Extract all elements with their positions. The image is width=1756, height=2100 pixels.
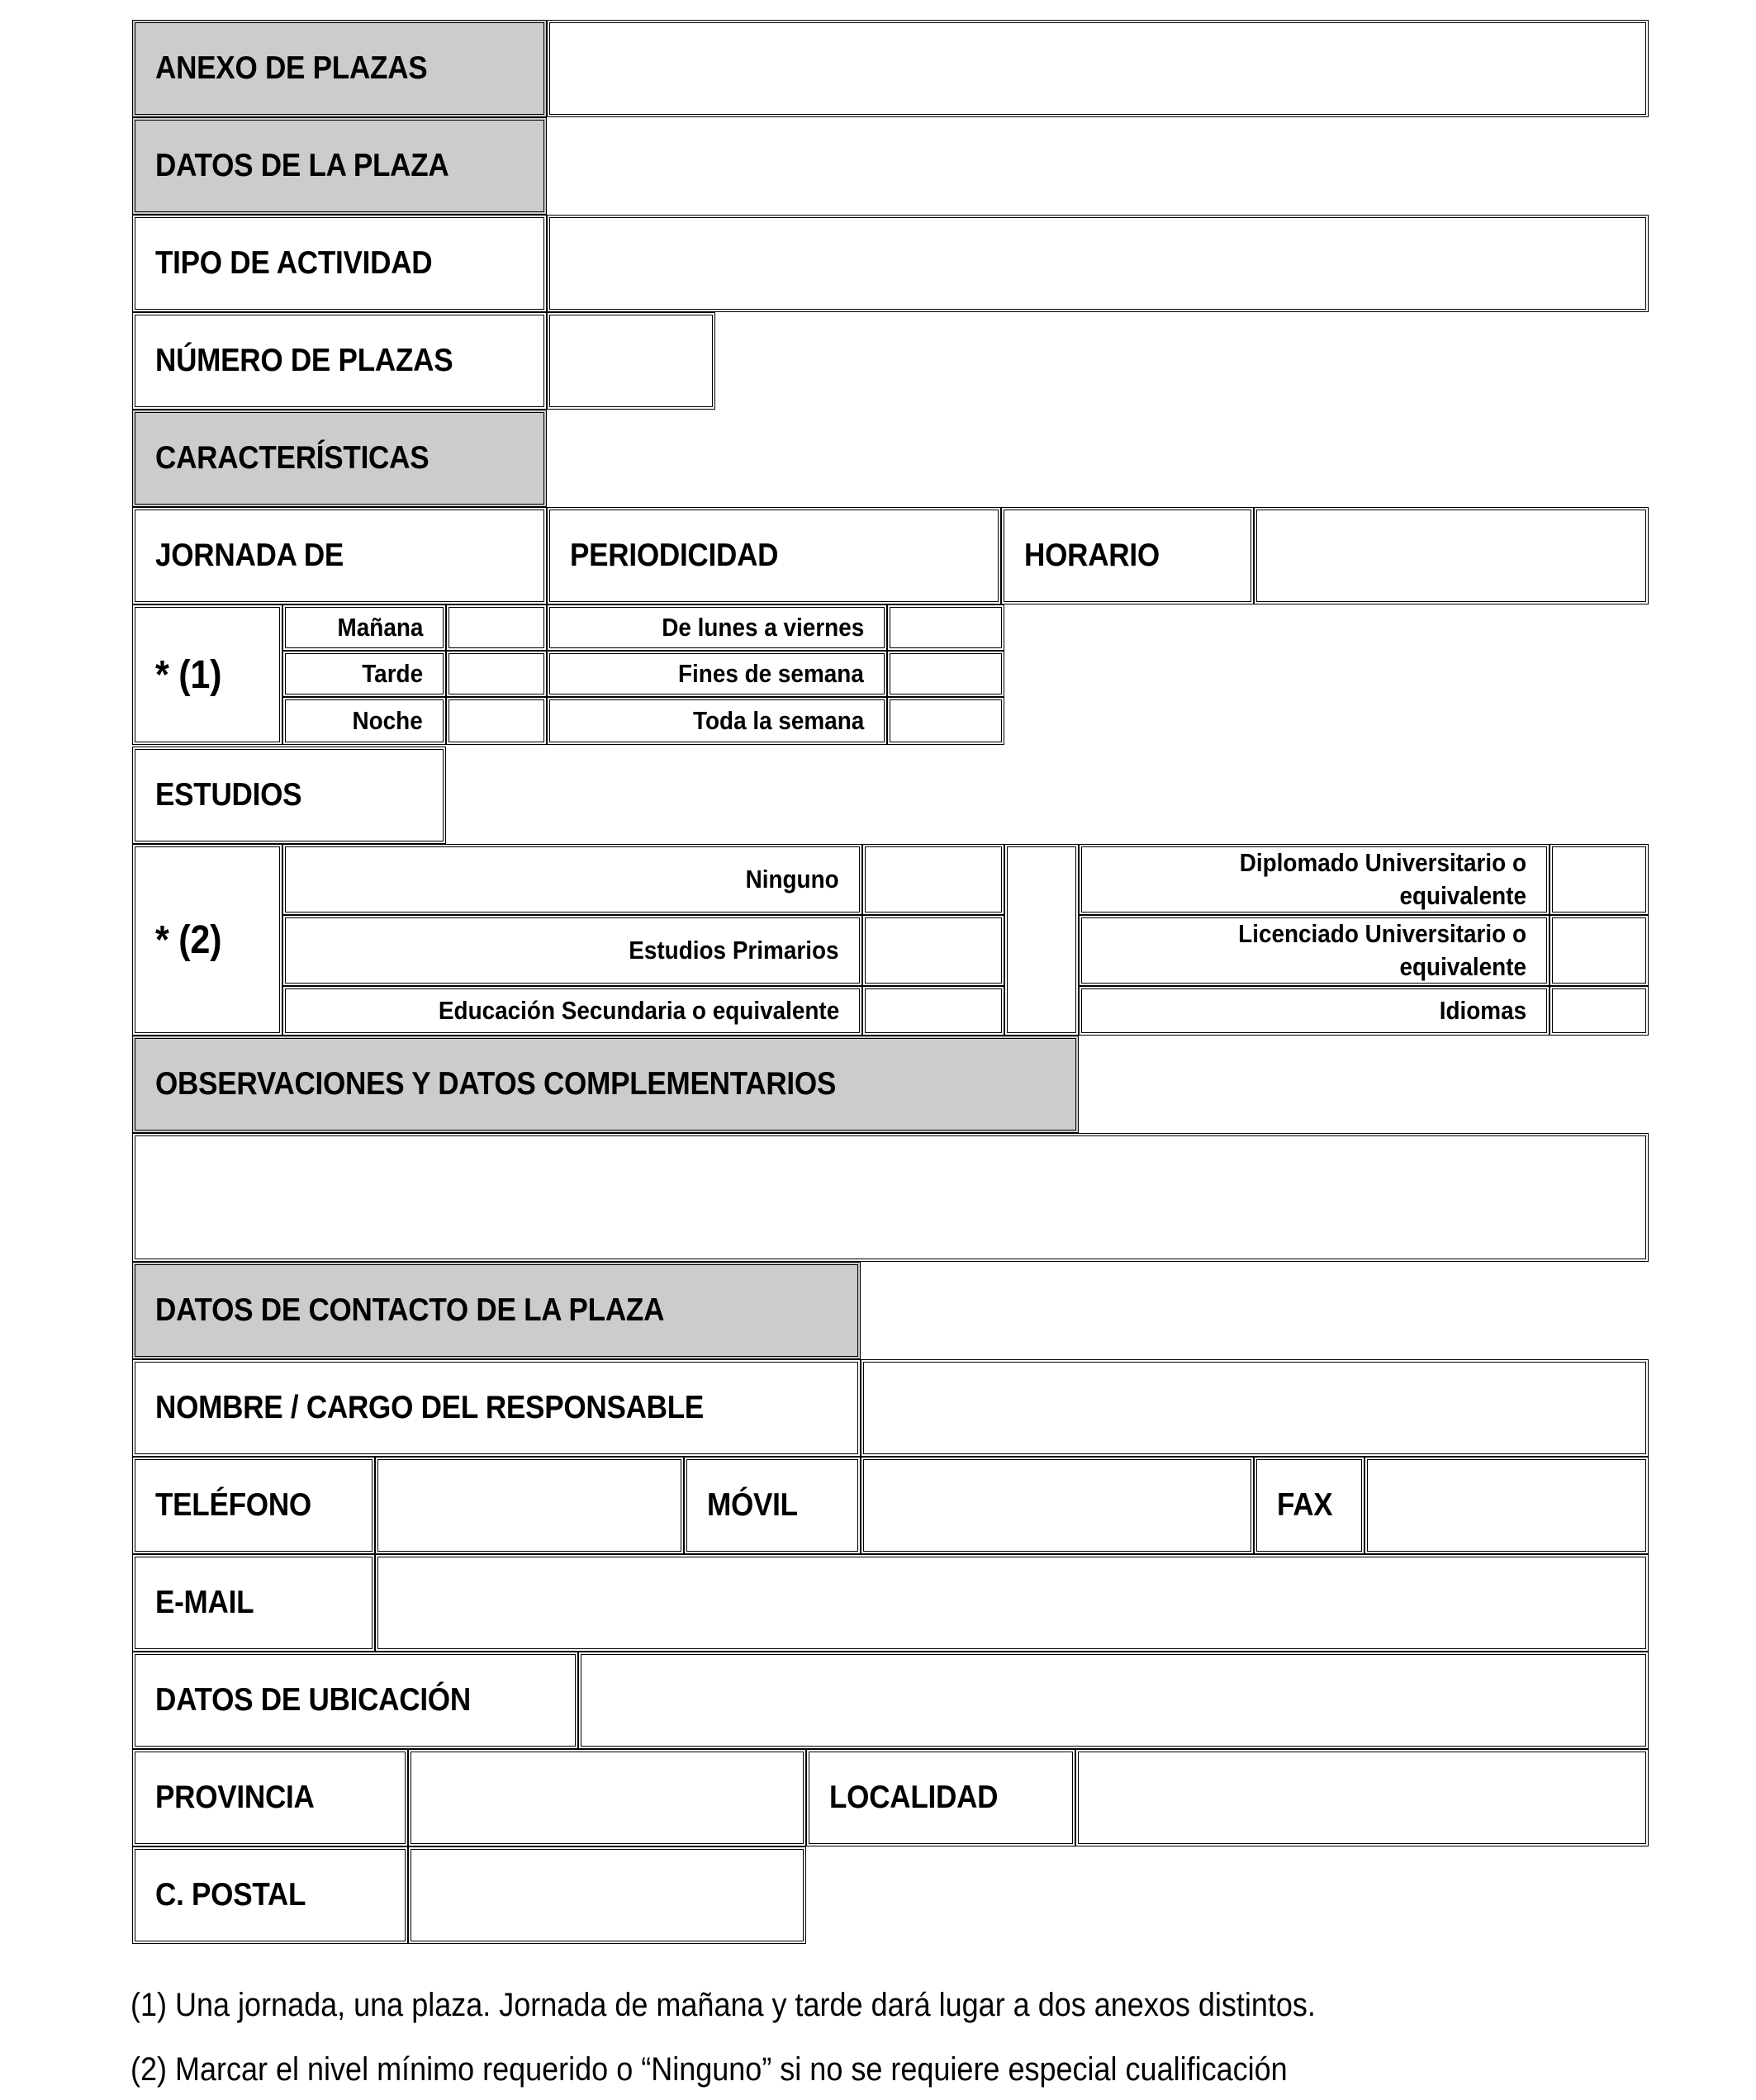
footnote-2: (2) Marcar el nivel mínimo requerido o “Ninguno” si no se requiere especial cualificación [131, 2051, 1288, 2088]
option-label: Mañana [337, 613, 423, 642]
label-localidad [806, 1749, 1075, 1846]
option-label: Fines de semana [678, 659, 864, 688]
option-label: Licenciado Universitario o equivalente [1238, 919, 1526, 981]
estudios-option-idiomas [1079, 986, 1550, 1036]
periodicidad-option-lunes-viernes [547, 604, 887, 651]
estudios-idiomas-checkbox[interactable] [1550, 986, 1649, 1036]
field-label: MÓVIL [707, 1487, 798, 1523]
label-jornada-de [132, 507, 547, 604]
label-responsable [132, 1359, 861, 1457]
section-label: ANEXO DE PLAZAS [155, 50, 428, 86]
option-label: Ninguno [745, 865, 839, 894]
section-label: DATOS DE CONTACTO DE LA PLAZA [155, 1292, 665, 1328]
estudios-option-primarios [282, 915, 862, 986]
observaciones-field[interactable] [132, 1133, 1649, 1262]
estudios-spacer-column [1004, 844, 1079, 1036]
movil-field[interactable] [861, 1457, 1254, 1554]
field-label: HORARIO [1024, 538, 1160, 573]
jornada-option-manana [282, 604, 446, 651]
field-label: E-MAIL [155, 1585, 254, 1620]
option-label: Educación Secundaria o equivalente [438, 996, 839, 1025]
section-observaciones [132, 1036, 1079, 1133]
label-estudios [132, 747, 446, 844]
estudios-option-ninguno [282, 844, 862, 915]
field-label: FAX [1277, 1487, 1333, 1523]
label-periodicidad [547, 507, 1001, 604]
marker-label: * (1) [155, 652, 222, 697]
ubicacion-field[interactable] [578, 1652, 1649, 1749]
option-label: Estudios Primarios [629, 936, 839, 965]
jornada-noche-checkbox[interactable] [446, 697, 547, 745]
jornada-option-tarde [282, 651, 446, 697]
label-email [132, 1554, 375, 1652]
section-datos-de-contacto [132, 1262, 861, 1359]
jornada-tarde-checkbox[interactable] [446, 651, 547, 697]
numero-de-plazas-field[interactable] [547, 312, 715, 410]
label-telefono [132, 1457, 375, 1554]
periodicidad-option-fines-semana [547, 651, 887, 697]
option-label: De lunes a viernes [661, 613, 864, 642]
label-codigo-postal [132, 1846, 408, 1944]
label-numero-de-plazas [132, 312, 547, 410]
section-label: DATOS DE LA PLAZA [155, 148, 449, 183]
field-label: NÚMERO DE PLAZAS [155, 343, 453, 378]
jornada-option-noche [282, 697, 446, 745]
field-label: JORNADA DE [155, 538, 344, 573]
footnote-1: (1) Una jornada, una plaza. Jornada de mañana y tarde dará lugar a dos anexos distintos. [131, 1987, 1316, 2023]
label-provincia [132, 1749, 408, 1846]
field-label: C. POSTAL [155, 1877, 306, 1913]
field-label: NOMBRE / CARGO DEL RESPONSABLE [155, 1390, 705, 1425]
periodicidad-lunes-viernes-checkbox[interactable] [887, 604, 1004, 651]
section-datos-de-la-plaza [132, 117, 547, 215]
estudios-ninguno-checkbox[interactable] [862, 844, 1004, 915]
field-label: DATOS DE UBICACIÓN [155, 1682, 471, 1718]
estudios-option-secundaria [282, 986, 862, 1036]
option-label: Noche [352, 706, 423, 735]
estudios-option-diplomado [1079, 844, 1550, 915]
localidad-field[interactable] [1075, 1749, 1649, 1846]
telefono-field[interactable] [375, 1457, 684, 1554]
estudios-diplomado-checkbox[interactable] [1550, 844, 1649, 915]
option-label: Idiomas [1439, 996, 1526, 1025]
tipo-de-actividad-field[interactable] [547, 215, 1649, 312]
label-tipo-de-actividad [132, 215, 547, 312]
label-horario [1001, 507, 1254, 604]
marker-label: * (2) [155, 917, 222, 962]
section-label: CARACTERÍSTICAS [155, 440, 430, 476]
fax-field[interactable] [1364, 1457, 1649, 1554]
jornada-manana-checkbox[interactable] [446, 604, 547, 651]
section-anexo-de-plazas [132, 20, 547, 117]
estudios-primarios-checkbox[interactable] [862, 915, 1004, 986]
estudios-option-licenciado [1079, 915, 1550, 986]
field-label: TELÉFONO [155, 1487, 311, 1523]
estudios-secundaria-checkbox[interactable] [862, 986, 1004, 1036]
horario-field[interactable] [1254, 507, 1649, 604]
field-label: TIPO DE ACTIVIDAD [155, 245, 433, 281]
section-label: OBSERVACIONES Y DATOS COMPLEMENTARIOS [155, 1066, 837, 1102]
field-label: ESTUDIOS [155, 777, 302, 813]
email-field[interactable] [375, 1554, 1649, 1652]
responsable-field[interactable] [861, 1359, 1649, 1457]
codigo-postal-field[interactable] [408, 1846, 806, 1944]
estudios-marker [132, 844, 282, 1036]
jornada-marker [132, 604, 282, 745]
label-movil [684, 1457, 861, 1554]
option-label: Diplomado Universitario o equivalente [1239, 848, 1526, 910]
periodicidad-option-toda-semana [547, 697, 887, 745]
anexo-de-plazas-field[interactable] [547, 20, 1649, 117]
estudios-licenciado-checkbox[interactable] [1550, 915, 1649, 986]
field-label: LOCALIDAD [829, 1780, 999, 1815]
periodicidad-toda-semana-checkbox[interactable] [887, 697, 1004, 745]
option-label: Tarde [362, 659, 423, 688]
option-label: Toda la semana [692, 706, 864, 735]
provincia-field[interactable] [408, 1749, 806, 1846]
label-datos-de-ubicacion [132, 1652, 578, 1749]
section-caracteristicas [132, 410, 547, 507]
periodicidad-fines-semana-checkbox[interactable] [887, 651, 1004, 697]
label-fax [1254, 1457, 1364, 1554]
field-label: PROVINCIA [155, 1780, 315, 1815]
field-label: PERIODICIDAD [570, 538, 779, 573]
